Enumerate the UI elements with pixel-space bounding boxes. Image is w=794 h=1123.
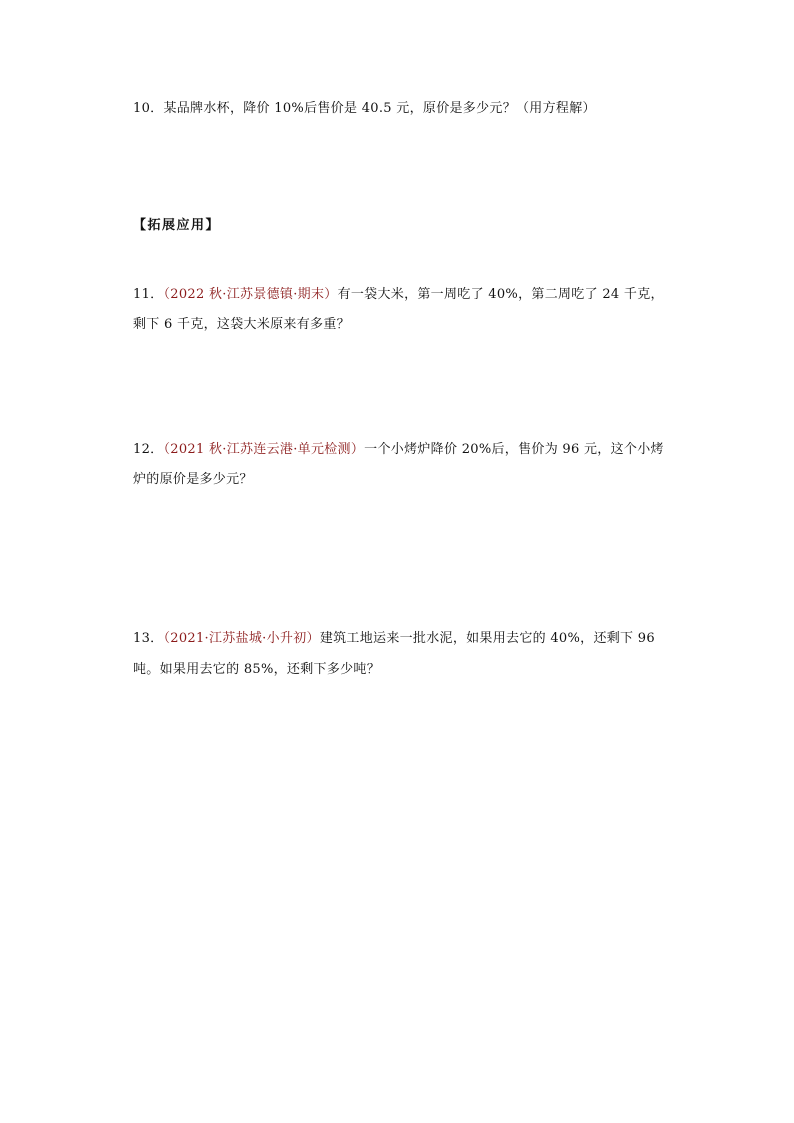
question-text: 建筑工地运来一批水泥，如果用去它的 40%，还剩下 96 <box>319 631 655 646</box>
question-12-line-1 <box>133 441 664 459</box>
question-source: 2021 秋·江苏连云港·单元检测 <box>170 442 351 457</box>
section-heading: 【拓展应用】 <box>133 218 221 233</box>
source-open-paren: （ <box>163 442 171 457</box>
source-open-paren: （ <box>163 287 171 302</box>
source-close-paren: ） <box>324 287 338 302</box>
question-11-line-2: 剩下 6 千克，这袋大米原来有多重？ <box>133 317 350 332</box>
question-source: 2021·江苏盐城·小升初 <box>170 631 307 646</box>
question-text: 有一袋大米，第一周吃了 40%，第二周吃了 24 千克， <box>337 287 664 302</box>
question-number: 11． <box>133 287 164 302</box>
question-source: 2022 秋·江苏景德镇·期末 <box>170 287 325 302</box>
source-close-paren: ） <box>350 442 365 457</box>
source-close-paren: ） <box>306 631 320 646</box>
question-13-line-2: 吨。如果用去它的 85%，还剩下多少吨？ <box>133 662 381 677</box>
question-12-line-2: 炉的原价是多少元？ <box>133 472 253 487</box>
question-text: 某品牌水杯，降价 10%后售价是 40.5 元，原价是多少元？（用方程解） <box>163 101 596 116</box>
question-11-line-1 <box>133 286 664 304</box>
source-open-paren: （ <box>163 631 171 646</box>
question-number: 12． <box>133 442 164 457</box>
question-number: 10． <box>133 101 164 116</box>
question-text: 一个小烤炉降价 20%后，售价为 96 元，这个小烤 <box>364 442 664 457</box>
question-number: 13． <box>133 631 164 646</box>
question-10 <box>133 100 596 118</box>
question-13-line-1 <box>133 630 655 648</box>
